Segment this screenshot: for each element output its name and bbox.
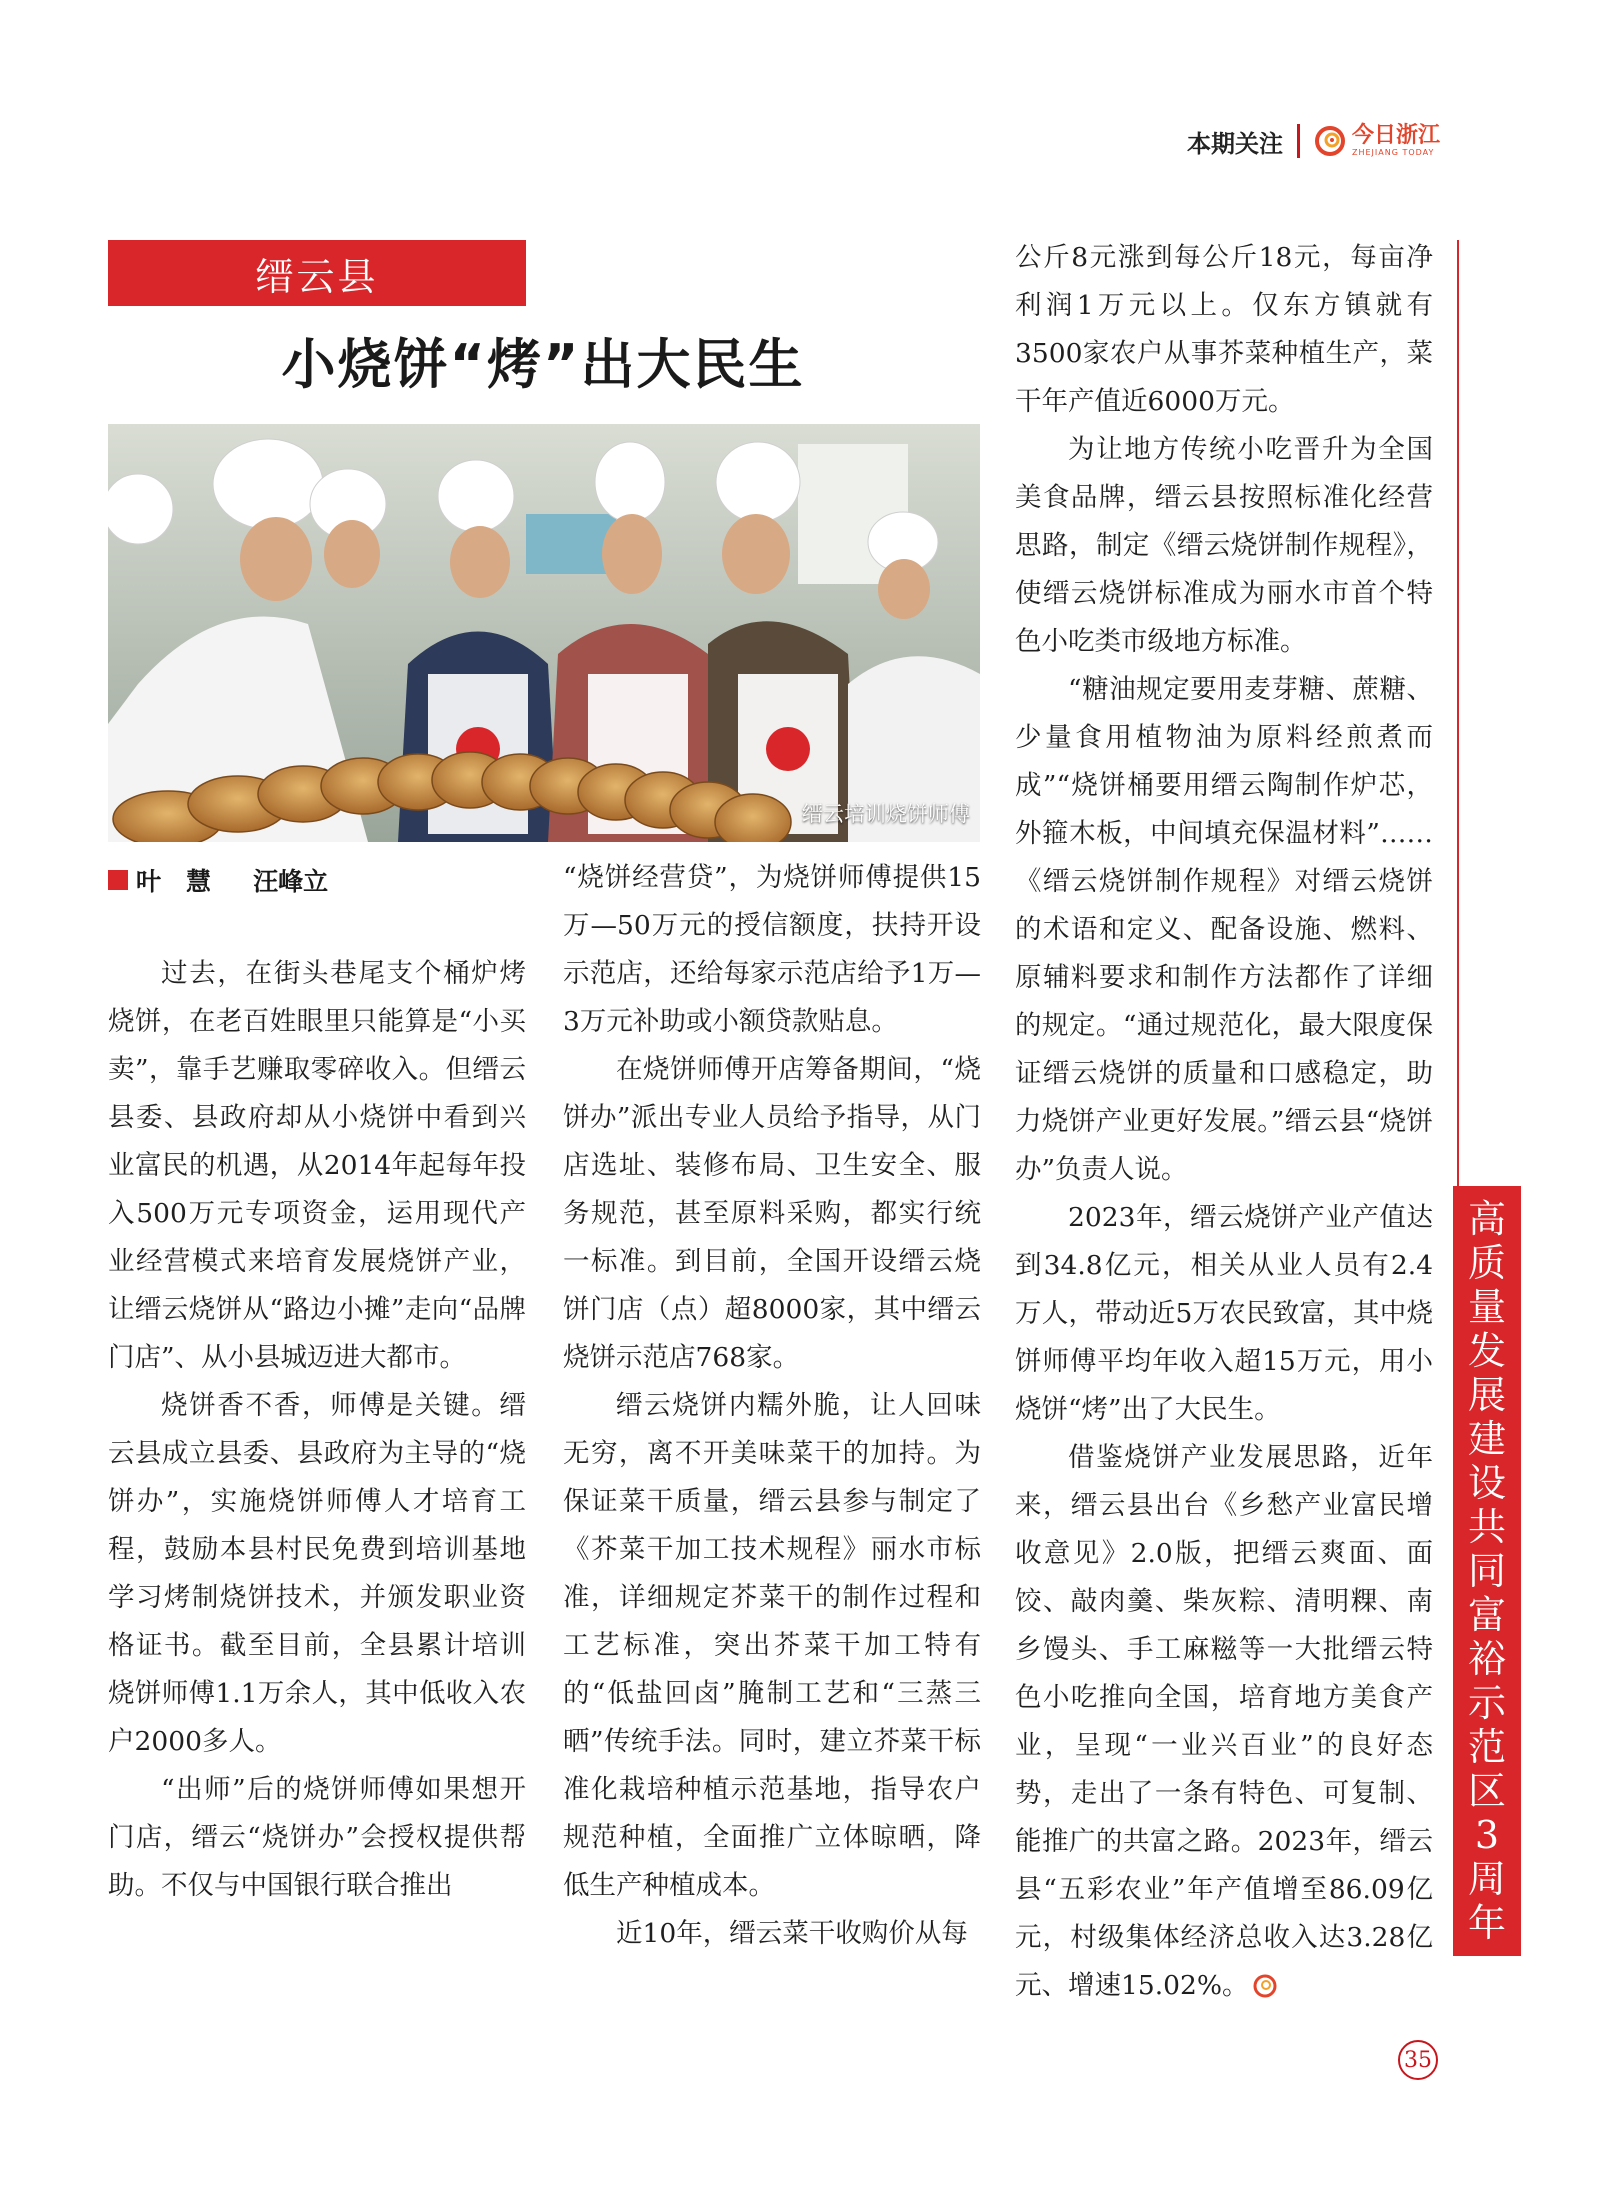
author-1: 叶 慧 xyxy=(136,867,212,896)
side-banner-char: 周 xyxy=(1467,1857,1506,1901)
byline-marker xyxy=(108,870,128,890)
side-banner-char: 设 xyxy=(1467,1461,1506,1505)
section-label: 本期关注 xyxy=(1186,129,1283,158)
paragraph: 缙云烧饼内糯外脆，让人回味无穷，离不开美味菜干的加持。为保证菜干质量，缙云县参与制定了《芥菜干加工技术规程》丽水市标准，详细规定芥菜干的制作过程和工艺标准，突出芥菜干加工特有的“低盐回卤”腌制工艺和“三蒸三晒”传统手法。同时，建立芥菜干标准化栽培种植示范基地，指导农户规范种植，全面推广立体晾晒，降低生产种植成本。 xyxy=(563,1390,981,1901)
text-column-3 xyxy=(1015,234,1433,2010)
byline xyxy=(108,862,328,898)
text-column-1 xyxy=(108,950,526,1910)
side-banner-char: 范 xyxy=(1467,1725,1506,1769)
side-banner-char: 区 xyxy=(1467,1769,1506,1813)
brand-name-en: ZHEJIANG TODAY xyxy=(1351,148,1435,157)
paragraph-last xyxy=(1015,1434,1433,2010)
side-banner-char: 展 xyxy=(1467,1373,1506,1417)
paragraph: “糖油规定要用麦芽糖、蔗糖、少量食用植物油为原料经煎煮而成”“烧饼桶要用缙云陶制作炉芯，外箍木板，中间填充保温材料”……《缙云烧饼制作规程》对缙云烧饼的术语和定义、配备设施、燃料、原辅料要求和制作方法都作了详细的规定。“通过规范化，最大限度保证缙云烧饼的质量和口感稳定，助力烧饼产业更好发展。”缙云县“烧饼办”负责人说。 xyxy=(1015,674,1433,1185)
side-banner-char: 建 xyxy=(1467,1417,1506,1461)
brand-logo xyxy=(1314,125,1440,157)
paragraph: 为让地方传统小吃晋升为全国美食品牌，缙云县按照标准化经营思路，制定《缙云烧饼制作规程》，使缙云烧饼标准成为丽水市首个特色小吃类市级地方标准。 xyxy=(1015,434,1433,657)
side-banner-char: 示 xyxy=(1467,1681,1506,1725)
paragraph: 2023年，缙云烧饼产业产值达到34.8亿元，相关从业人员有2.4万人，带动近5万农民致富，其中烧饼师傅平均年收入超15万元，用小烧饼“烤”出了大民生。 xyxy=(1015,1202,1433,1425)
side-banner-char: 量 xyxy=(1467,1285,1506,1329)
author-2: 汪峰立 xyxy=(253,867,329,896)
side-banner-char: 富 xyxy=(1467,1593,1506,1637)
paragraph: 在烧饼师傅开店筹备期间，“烧饼办”派出专业人员给予指导，从门店选址、装修布局、卫生安全、服务规范，甚至原料采购，都实行统一标准。到目前，全国开设缙云烧饼门店（点）超8000家，其中缙云烧饼示范店768家。 xyxy=(563,1054,981,1373)
county-banner: 缙云县 xyxy=(108,240,526,306)
paragraph: 过去，在街头巷尾支个桶炉烤烧饼，在老百姓眼里只能算是“小买卖”，靠手艺赚取零碎收入。但缙云县委、县政府却从小烧饼中看到兴业富民的机遇，从2014年起每年投入500万元专项资金，运用现代产业经营模式来培育发展烧饼产业，让缙云烧饼从“路边小摊”走向“品牌门店”、从小县城迈进大都市。 xyxy=(108,958,526,1373)
photo-caption: 缙云培训烧饼师傅 xyxy=(802,802,970,826)
brand-swirl-icon xyxy=(1314,125,1346,157)
brand-name: 今日浙江 xyxy=(1351,123,1440,148)
side-banner-char: 共 xyxy=(1467,1505,1506,1549)
side-banner-char: 年 xyxy=(1467,1901,1506,1945)
chefs-training-photo xyxy=(108,424,980,842)
side-banner-char: 3 xyxy=(1474,1813,1500,1857)
paragraph-continued: “烧饼经营贷”，为烧饼师傅提供15万—50万元的授信额度，扶持开设示范店，还给每家示范店给予1万—3万元补助或小额贷款贴息。 xyxy=(563,862,981,1037)
page-number: 35 xyxy=(1398,2040,1438,2080)
side-divider xyxy=(1457,240,1459,1190)
text-column-2 xyxy=(563,854,981,1958)
paragraph: 近10年，缙云菜干收购价从每 xyxy=(616,1918,968,1949)
paragraph-continued: 公斤8元涨到每公斤18元，每亩净利润1万元以上。仅东方镇就有3500家农户从事芥菜种植生产，菜干年产值近6000万元。 xyxy=(1015,242,1433,417)
paragraph: “出师”后的烧饼师傅如果想开门店，缙云“烧饼办”会授权提供帮助。不仅与中国银行联合推出 xyxy=(108,1774,526,1901)
paragraph: 烧饼香不香，师傅是关键。缙云县成立县委、县政府为主导的“烧饼办”，实施烧饼师傅人才培育工程，鼓励本县村民免费到培训基地学习烤制烧饼技术，并颁发职业资格证书。截至目前，全县累计培训烧饼师傅1.1万余人，其中低收入农户2000多人。 xyxy=(108,1390,526,1757)
article-photo xyxy=(108,424,980,842)
side-banner-char: 发 xyxy=(1467,1329,1506,1373)
side-banner-char: 质 xyxy=(1467,1241,1506,1285)
side-banner-char: 高 xyxy=(1467,1197,1506,1241)
end-mark-icon xyxy=(1253,1974,1277,1998)
side-banner-char: 裕 xyxy=(1467,1637,1506,1681)
article-title: 小烧饼“烤”出大民生 xyxy=(281,333,805,396)
side-banner-char: 同 xyxy=(1467,1549,1506,1593)
header-divider xyxy=(1297,124,1300,158)
page-header xyxy=(1187,118,1440,164)
side-banner xyxy=(1453,1186,1521,1956)
paragraph-last-text: 借鉴烧饼产业发展思路，近年来，缙云县出台《乡愁产业富民增收意见》2.0版，把缙云爽面、面饺、敲肉羹、柴灰粽、清明粿、南乡馒头、手工麻糍等一大批缙云特色小吃推向全国，培育地方美食产业，呈现“一业兴百业”的良好态势，走出了一条有特色、可复制、能推广的共富之路。2023年，缙云县“五彩农业”年产值增至86.09亿元，村级集体经济总收入达3.28亿元、增速15.02%。 xyxy=(1015,1442,1433,2001)
